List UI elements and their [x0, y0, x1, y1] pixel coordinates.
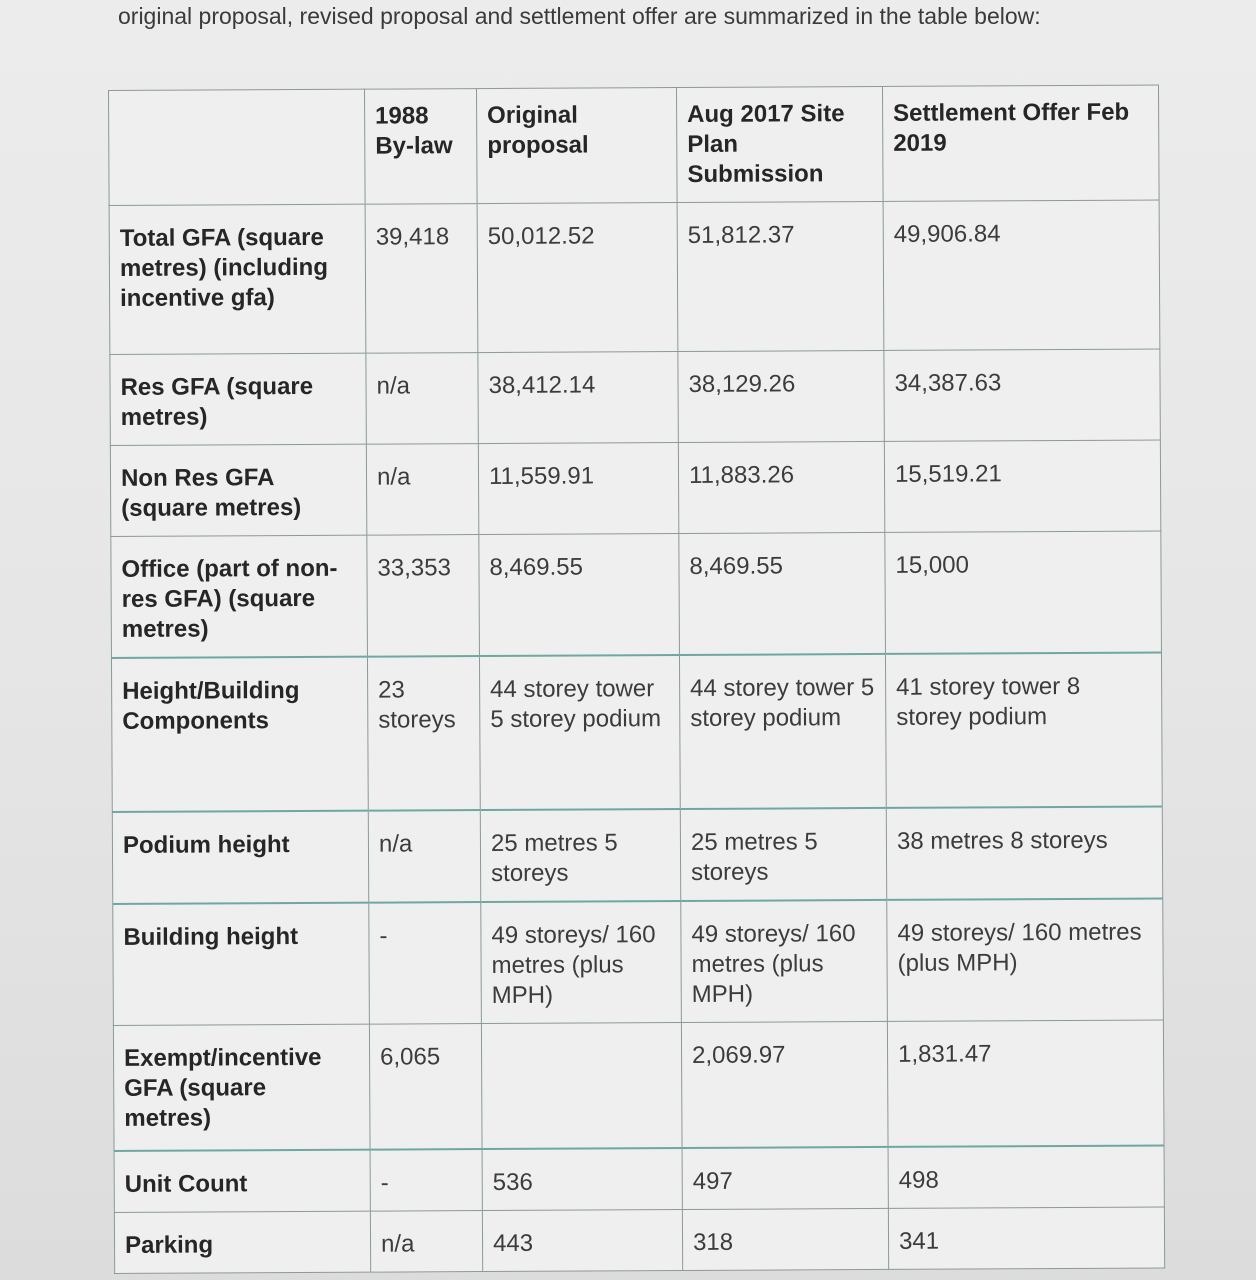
table-cell: 39,418: [365, 204, 478, 354]
table-cell: 33,353: [367, 535, 480, 657]
table-row: [109, 200, 1160, 354]
table-cell: 443: [482, 1210, 682, 1272]
table-cell: [481, 1023, 682, 1150]
header-cell-original-proposal: Original proposal: [476, 88, 677, 204]
table-cell: 2,069.97: [681, 1021, 888, 1148]
row-label: Non Res GFA (square metres): [110, 444, 366, 536]
table-cell: 15,000: [885, 531, 1162, 654]
table-cell: -: [369, 902, 482, 1024]
table-row: [114, 1207, 1164, 1273]
table-row: [111, 531, 1162, 658]
table-cell: 1,831.47: [887, 1020, 1164, 1147]
row-label: Office (part of non-res GFA) (square metres): [111, 535, 368, 658]
table-cell: 38,412.14: [478, 352, 678, 444]
table-row: [113, 1020, 1164, 1151]
header-cell-settlement-offer: Settlement Offer Feb 2019: [882, 85, 1159, 201]
row-label: Height/Building Components: [111, 657, 368, 812]
table-cell: 51,812.37: [677, 201, 884, 351]
table-cell: 49,906.84: [883, 200, 1160, 350]
row-label: Parking: [114, 1211, 370, 1273]
table-cell: 41 storey tower 8 storey podium: [885, 652, 1162, 807]
table-cell: 8,469.55: [479, 534, 680, 657]
table-cell: n/a: [366, 353, 478, 445]
table-cell: 8,469.55: [679, 532, 886, 655]
table-cell: 34,387.63: [884, 349, 1160, 441]
table-cell: 49 storeys/ 160 metres (plus MPH): [681, 900, 888, 1023]
row-label: Res GFA (square metres): [110, 353, 366, 445]
table-row: [111, 652, 1162, 811]
table-row: [112, 806, 1162, 903]
table-cell: -: [370, 1149, 482, 1211]
table-cell: 49 storeys/ 160 metres (plus MPH): [887, 898, 1164, 1021]
table-cell: 38,129.26: [678, 350, 884, 442]
table-cell: 44 storey tower 5 storey podium: [479, 655, 680, 810]
table-cell: 15,519.21: [884, 440, 1160, 532]
table-cell: 38 metres 8 storeys: [886, 806, 1162, 899]
table-cell: 49 storeys/ 160 metres (plus MPH): [481, 901, 682, 1024]
table-cell: 6,065: [369, 1024, 482, 1150]
table-cell: n/a: [368, 810, 480, 903]
table-cell: 25 metres 5 storeys: [480, 809, 680, 902]
table-cell: n/a: [370, 1211, 482, 1273]
table-row: [110, 349, 1160, 445]
row-label: Total GFA (square metres) (including incentive gfa): [109, 204, 366, 354]
header-cell-empty: [109, 89, 366, 205]
table-cell: 50,012.52: [477, 203, 678, 353]
table-row: [113, 898, 1164, 1025]
table-cell: 318: [682, 1208, 888, 1270]
row-label: Exempt/incentive GFA (square metres): [113, 1024, 370, 1151]
table-cell: 23 storeys: [367, 656, 480, 811]
table-cell: 497: [682, 1147, 888, 1210]
table-cell: n/a: [366, 444, 478, 536]
table-header-row: [109, 85, 1160, 205]
table-row: [110, 440, 1160, 536]
table-cell: 11,883.26: [678, 441, 884, 533]
table-cell: 25 metres 5 storeys: [680, 808, 886, 901]
row-label: Building height: [113, 903, 370, 1026]
table-cell: 44 storey tower 5 storey podium: [679, 654, 886, 809]
table-cell: 341: [888, 1207, 1164, 1269]
table-cell: 498: [888, 1145, 1164, 1208]
header-cell-1988-bylaw: 1988 By-law: [364, 89, 477, 205]
intro-paragraph: original proposal, revised proposal and settlement offer are summarized in the table below:: [118, 3, 1041, 29]
table-cell: 536: [482, 1148, 682, 1211]
row-label: Podium height: [112, 811, 368, 904]
table-row: [114, 1145, 1164, 1212]
header-cell-aug-2017: Aug 2017 Site Plan Submission: [676, 86, 883, 202]
comparison-table: [108, 84, 1165, 1273]
table-cell: 11,559.91: [478, 443, 678, 535]
row-label: Unit Count: [114, 1150, 370, 1213]
